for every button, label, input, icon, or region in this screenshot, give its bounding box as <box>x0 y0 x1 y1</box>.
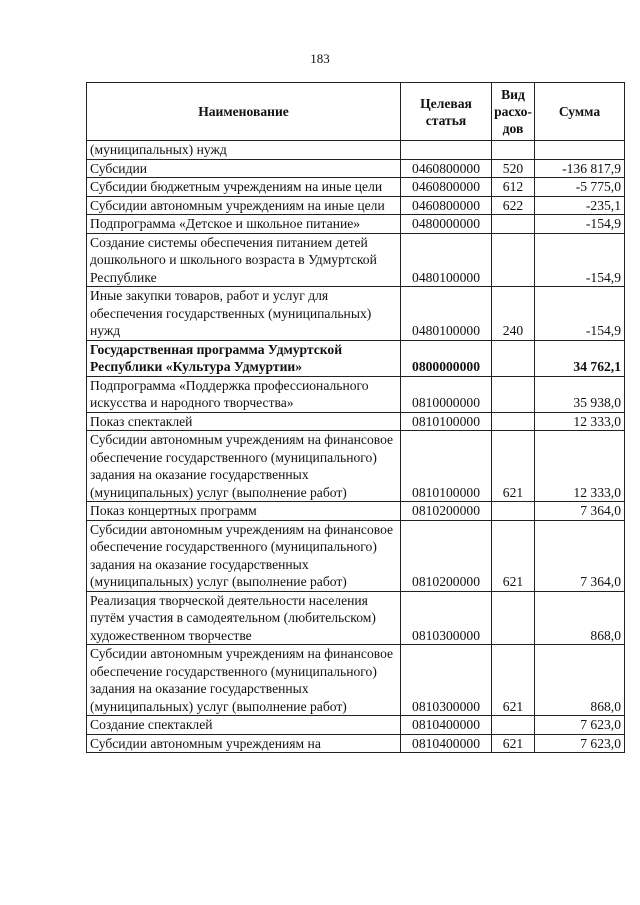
table-row <box>87 159 625 178</box>
header-name: Наименование <box>87 83 401 141</box>
table-body <box>87 141 625 753</box>
cell-target-article: 0800000000 <box>401 340 492 376</box>
cell-expense-type <box>492 412 535 431</box>
cell-expense-type <box>492 716 535 735</box>
table-row <box>87 645 625 716</box>
cell-target-article: 0480100000 <box>401 233 492 287</box>
table-row <box>87 233 625 287</box>
cell-target-article: 0460800000 <box>401 196 492 215</box>
table-row <box>87 520 625 591</box>
cell-expense-type: 621 <box>492 431 535 502</box>
cell-sum: 12 333,0 <box>535 412 625 431</box>
cell-sum: 7 623,0 <box>535 716 625 735</box>
cell-target-article: 0810300000 <box>401 591 492 645</box>
table-row <box>87 376 625 412</box>
cell-target-article: 0810400000 <box>401 716 492 735</box>
table-row <box>87 716 625 735</box>
cell-target-article <box>401 141 492 160</box>
table-row <box>87 412 625 431</box>
cell-target-article: 0810100000 <box>401 412 492 431</box>
cell-name: Реализация творческой деятельности населения путём участия в самодеятельном (любительском) художественном творчестве <box>87 591 401 645</box>
cell-expense-type <box>492 233 535 287</box>
page-number: 183 <box>310 51 330 66</box>
cell-target-article: 0810300000 <box>401 645 492 716</box>
cell-sum: 7 623,0 <box>535 734 625 753</box>
cell-target-article: 0810000000 <box>401 376 492 412</box>
cell-sum: 7 364,0 <box>535 502 625 521</box>
cell-sum: -5 775,0 <box>535 178 625 197</box>
cell-name: Подпрограмма «Детское и школьное питание» <box>87 215 401 234</box>
cell-name: Субсидии автономным учреждениям на финансовое обеспечение государственного (муниципального) задания на оказание государственных (муниципальных) услуг (выполнение работ) <box>87 645 401 716</box>
header-sum: Сумма <box>535 83 625 141</box>
cell-sum <box>535 141 625 160</box>
table-row <box>87 196 625 215</box>
cell-target-article: 0810400000 <box>401 734 492 753</box>
cell-sum: -235,1 <box>535 196 625 215</box>
cell-target-article: 0810100000 <box>401 431 492 502</box>
cell-name: Создание спектаклей <box>87 716 401 735</box>
cell-name: Субсидии автономным учреждениям на финансовое обеспечение государственного (муниципального) задания на оказание государственных (муниципальных) услуг (выполнение работ) <box>87 431 401 502</box>
table-row <box>87 340 625 376</box>
cell-name: Субсидии бюджетным учреждениям на иные цели <box>87 178 401 197</box>
cell-expense-type: 240 <box>492 287 535 341</box>
cell-sum: 35 938,0 <box>535 376 625 412</box>
cell-name: Государственная программа Удмуртской Республики «Культура Удмуртии» <box>87 340 401 376</box>
table-row <box>87 591 625 645</box>
cell-sum: -154,9 <box>535 215 625 234</box>
header-expense-type: Вид расхо-дов <box>492 83 535 141</box>
cell-target-article: 0460800000 <box>401 159 492 178</box>
cell-expense-type: 621 <box>492 645 535 716</box>
table-row <box>87 215 625 234</box>
cell-target-article: 0460800000 <box>401 178 492 197</box>
cell-name: Субсидии автономным учреждениям на <box>87 734 401 753</box>
cell-target-article: 0480100000 <box>401 287 492 341</box>
table-row <box>87 502 625 521</box>
cell-target-article: 0810200000 <box>401 520 492 591</box>
cell-sum: -136 817,9 <box>535 159 625 178</box>
cell-expense-type <box>492 591 535 645</box>
cell-expense-type: 612 <box>492 178 535 197</box>
cell-name: Субсидии автономным учреждениям на иные цели <box>87 196 401 215</box>
table-header-row <box>87 83 625 141</box>
cell-sum: -154,9 <box>535 233 625 287</box>
cell-name: Показ спектаклей <box>87 412 401 431</box>
cell-sum: 868,0 <box>535 645 625 716</box>
cell-target-article: 0810200000 <box>401 502 492 521</box>
cell-name: Создание системы обеспечения питанием детей дошкольного и школьного возраста в Удмуртской Республике <box>87 233 401 287</box>
cell-name: Подпрограмма «Поддержка профессионального искусства и народного творчества» <box>87 376 401 412</box>
table-row <box>87 431 625 502</box>
budget-table <box>86 82 625 753</box>
cell-target-article: 0480000000 <box>401 215 492 234</box>
cell-sum: 7 364,0 <box>535 520 625 591</box>
table-row <box>87 141 625 160</box>
cell-name: Субсидии <box>87 159 401 178</box>
cell-sum: 34 762,1 <box>535 340 625 376</box>
cell-expense-type: 621 <box>492 520 535 591</box>
cell-sum: -154,9 <box>535 287 625 341</box>
cell-expense-type <box>492 215 535 234</box>
header-target-article: Целевая статья <box>401 83 492 141</box>
table-row <box>87 178 625 197</box>
cell-name: Показ концертных программ <box>87 502 401 521</box>
cell-expense-type: 520 <box>492 159 535 178</box>
cell-expense-type <box>492 376 535 412</box>
cell-name: (муниципальных) нужд <box>87 141 401 160</box>
cell-expense-type <box>492 141 535 160</box>
cell-expense-type <box>492 340 535 376</box>
cell-name: Иные закупки товаров, работ и услуг для обеспечения государственных (муниципальных) нужд <box>87 287 401 341</box>
cell-expense-type: 622 <box>492 196 535 215</box>
table-row <box>87 734 625 753</box>
cell-name: Субсидии автономным учреждениям на финансовое обеспечение государственного (муниципального) задания на оказание государственных (муниципальных) услуг (выполнение работ) <box>87 520 401 591</box>
cell-expense-type: 621 <box>492 734 535 753</box>
table-row <box>87 287 625 341</box>
cell-expense-type <box>492 502 535 521</box>
cell-sum: 868,0 <box>535 591 625 645</box>
cell-sum: 12 333,0 <box>535 431 625 502</box>
